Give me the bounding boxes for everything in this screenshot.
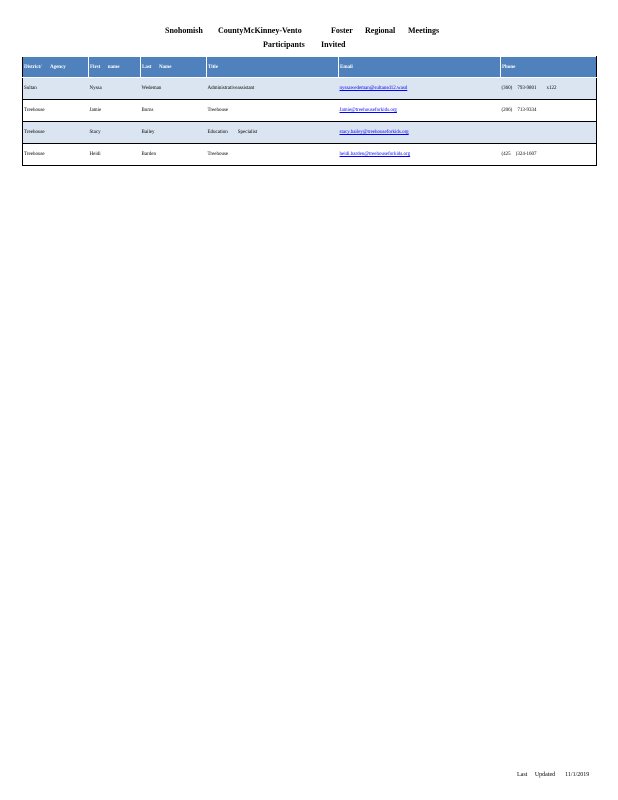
title-line-1 (0, 24, 618, 38)
last-updated-date: 11/1/2019 (565, 772, 590, 778)
cell-phone (501, 122, 597, 144)
table-header-row (23, 57, 597, 78)
participants-table (22, 56, 597, 166)
table-row (23, 144, 597, 166)
table-row (23, 122, 597, 144)
cell-last-name: Barden (141, 144, 207, 166)
last-updated-footer (514, 766, 599, 778)
title-word: Participants (263, 40, 305, 49)
cell-first-name: Jamie (89, 100, 141, 122)
cell-title: Treehouse (207, 100, 339, 122)
title-word: Foster (331, 26, 353, 35)
header-title: Title (207, 57, 339, 78)
header-phone: Phone (501, 57, 597, 78)
title-word: Meetings (408, 26, 440, 35)
cell-title: Administrativeassistant (207, 78, 339, 100)
email-link[interactable]: nyssawedeman@sultansd12.wasd (339, 86, 408, 91)
cell-phone: (206) 713-9334 (501, 100, 597, 122)
cell-district: Treehouse (23, 144, 89, 166)
header-first-name: First name (89, 57, 141, 78)
header-last-name: Last Name (141, 57, 207, 78)
last-updated-label: Last Updated (517, 772, 556, 778)
title-word: Snohomish (165, 26, 203, 35)
cell-first-name: Nyssa (89, 78, 141, 100)
email-link[interactable]: stacy.bailey@treehouseforkids.org (339, 130, 409, 135)
table-row (23, 78, 597, 100)
title-line-2 (0, 38, 618, 52)
title-word: CountyMcKinney-Vento (218, 26, 302, 35)
cell-last-name: Wedeman (141, 78, 207, 100)
header-email: Email (339, 57, 501, 78)
email-link[interactable]: heidi.barden@treehouseforkids.org (339, 152, 411, 157)
cell-phone: (425 )324-1607 (501, 144, 597, 166)
cell-district: Treehouse (23, 122, 89, 144)
cell-phone: (360) 793-9801 x122 (501, 78, 597, 100)
cell-district: Sultan (23, 78, 89, 100)
cell-title: Education Specialist (207, 122, 339, 144)
cell-title: Treehouse (207, 144, 339, 166)
cell-first-name: Heidi (89, 144, 141, 166)
header-district: District/ Agency (23, 57, 89, 78)
title-word: Invited (321, 40, 346, 49)
email-link[interactable]: Jamie@treehouseforkids.org (339, 108, 397, 113)
cell-district: Treehouse (23, 100, 89, 122)
cell-last-name: Bailey (141, 122, 207, 144)
cell-last-name: Burns (141, 100, 207, 122)
table-row (23, 100, 597, 122)
title-word: Regional (365, 26, 396, 35)
cell-first-name: Stacy (89, 122, 141, 144)
